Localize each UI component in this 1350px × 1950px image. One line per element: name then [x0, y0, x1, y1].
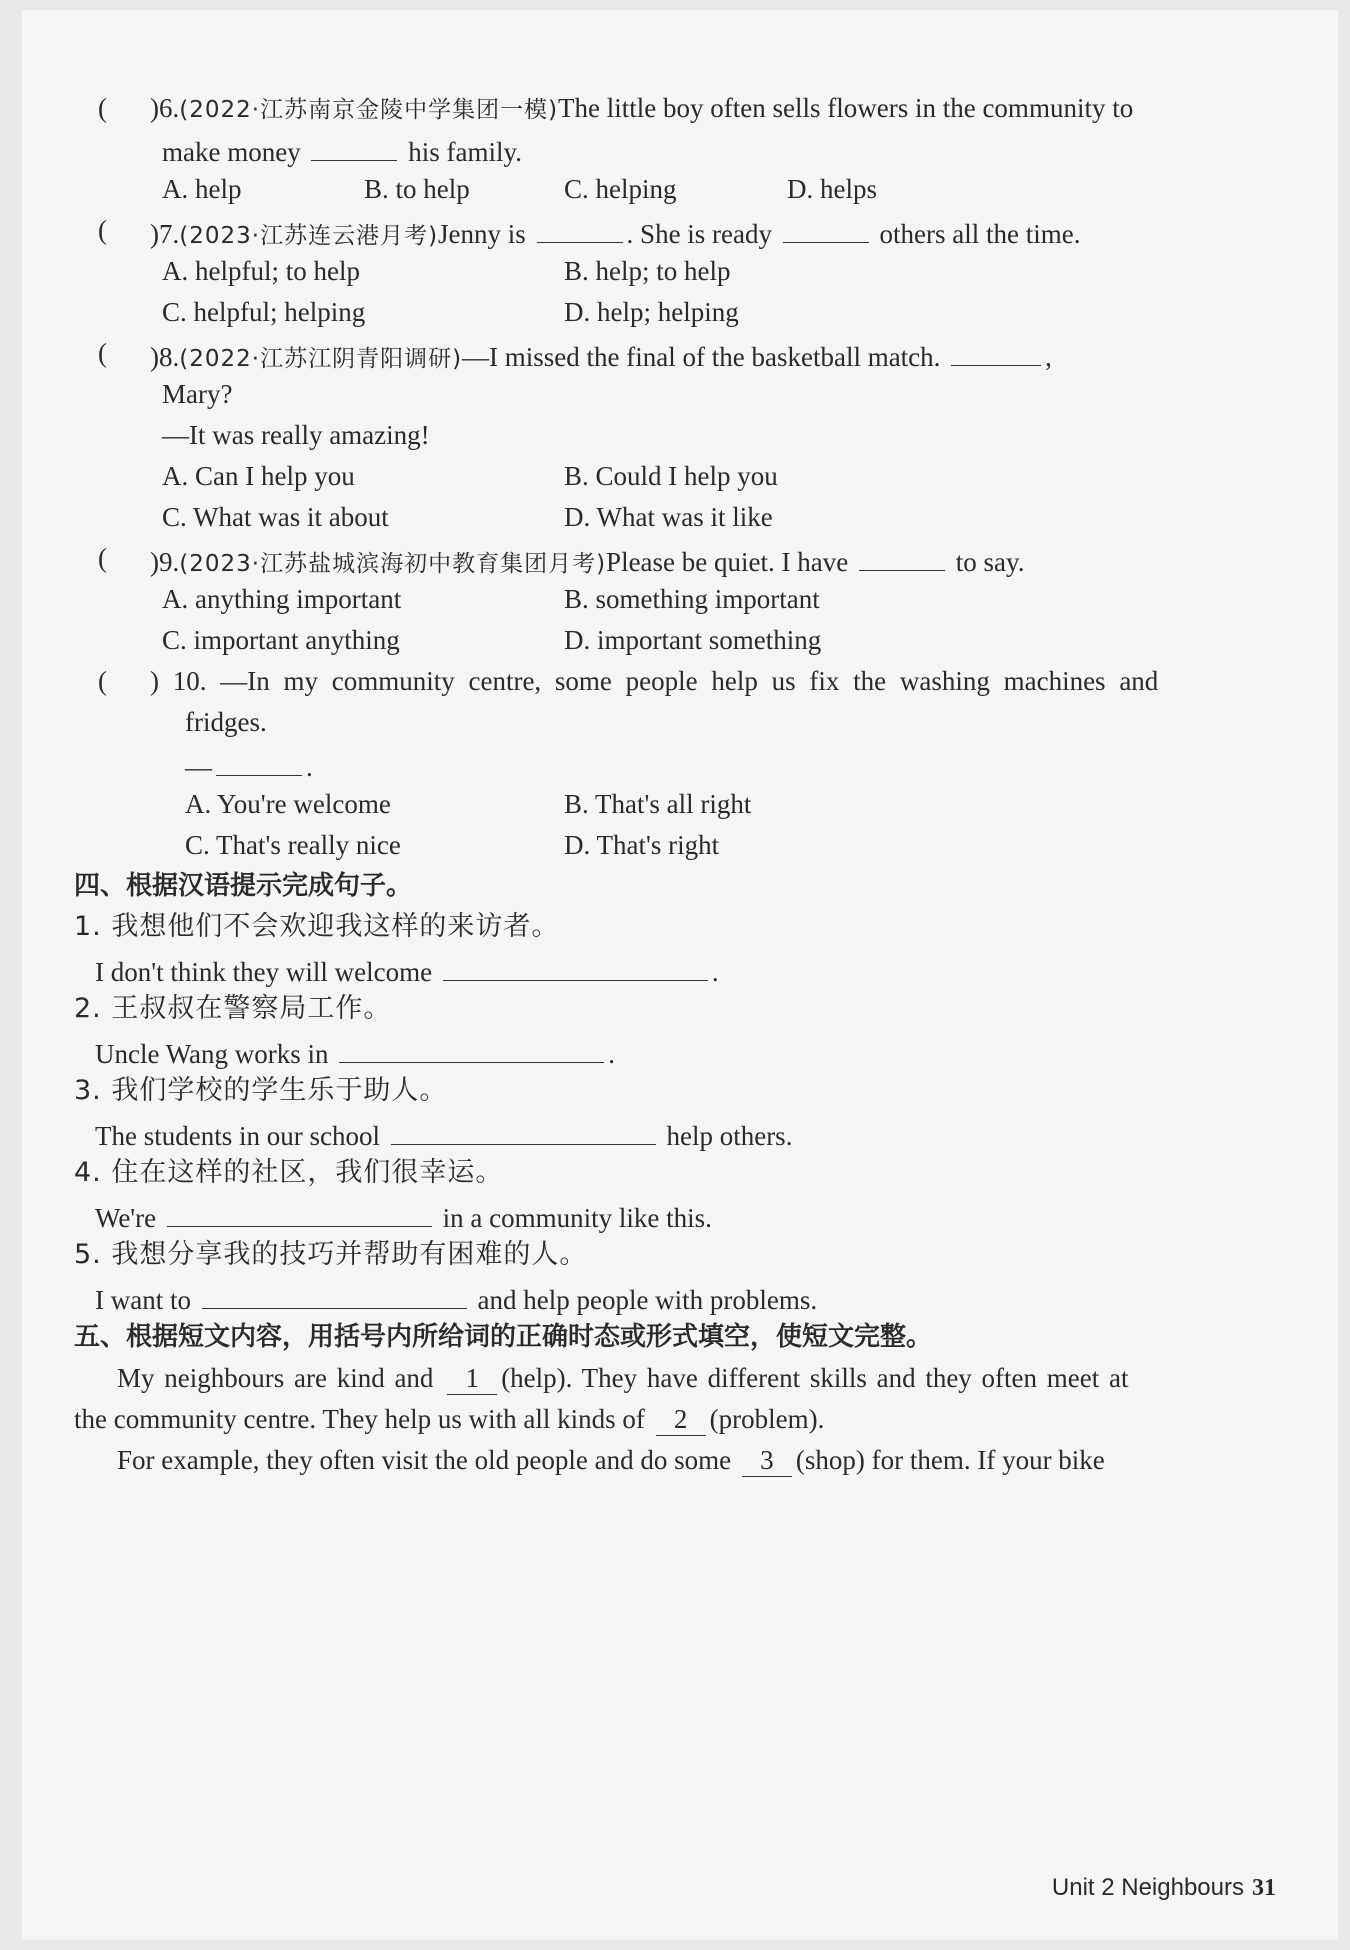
sentence-en — [95, 1032, 615, 1072]
option-a: A. anything important — [162, 584, 402, 614]
sentence-text: Uncle Wang works in — [95, 1039, 329, 1069]
question-stem: to say. — [955, 547, 1025, 577]
page-number: 31 — [1252, 1875, 1276, 1901]
option-a: A. help — [162, 174, 242, 204]
passage-line — [74, 1401, 824, 1437]
sentence-en — [95, 1196, 712, 1236]
numbered-blank[interactable]: 2 — [656, 1403, 706, 1436]
sentence-text: and help people with problems. — [477, 1285, 818, 1315]
unit-label: Unit 2 Neighbours — [1051, 1874, 1244, 1901]
passage-text: (shop) for them. If your bike — [795, 1445, 1105, 1475]
option-d: D. That's right — [564, 830, 720, 860]
sentence-text: We're — [95, 1203, 157, 1233]
option-d: D. helps — [787, 174, 877, 204]
option-a: A. Can I help you — [162, 461, 355, 491]
page-footer — [1052, 1874, 1276, 1902]
question-9-line1 — [150, 540, 1024, 582]
answer-paren: ( — [98, 543, 107, 573]
answer-paren: ( — [98, 215, 107, 245]
option-c: C. important anything — [162, 625, 400, 655]
numbered-blank[interactable]: 3 — [742, 1444, 792, 1477]
answer-blank[interactable] — [391, 1114, 656, 1145]
question-source: (2022·江苏南京金陵中学集团一模) — [179, 97, 559, 123]
sentence-text: in a community like this. — [442, 1203, 712, 1233]
answer-blank[interactable] — [339, 1032, 604, 1063]
answer-blank[interactable] — [537, 212, 623, 243]
question-stem: . — [306, 752, 313, 782]
option-d: D. What was it like — [564, 502, 773, 532]
answer-blank[interactable] — [202, 1278, 467, 1309]
passage-line — [117, 1360, 1129, 1396]
question-stem: his family. — [408, 137, 522, 167]
prompt-cn: 1. 我想他们不会欢迎我这样的来访者。 — [74, 911, 560, 942]
option-b: B. That's all right — [564, 789, 752, 819]
sentence-text: I want to — [95, 1285, 191, 1315]
question-number: )8. — [150, 342, 180, 372]
answer-blank[interactable] — [859, 540, 945, 571]
option-c: C. helping — [564, 174, 677, 204]
question-source: (2023·江苏盐城滨海初中教育集团月考) — [179, 551, 607, 577]
section-5-heading: 五、根据短文内容，用括号内所给词的正确时态或形式填空，使短文完整。 — [74, 1322, 933, 1352]
passage-text: (help). They have different skills and they often meet at — [501, 1363, 1129, 1393]
prompt-cn: 2. 王叔叔在警察局工作。 — [74, 993, 392, 1024]
answer-blank[interactable] — [783, 212, 869, 243]
question-reply: —It was really amazing! — [162, 420, 430, 450]
prompt-cn: 5. 我想分享我的技巧并帮助有困难的人。 — [74, 1239, 588, 1270]
sentence-text: The students in our school — [95, 1121, 380, 1151]
question-number: )7. — [150, 219, 180, 249]
question-stem: make money — [162, 137, 301, 167]
sentence-en — [95, 950, 719, 990]
sentence-text: . — [711, 957, 719, 987]
answer-paren: ( — [98, 93, 107, 123]
option-d: D. help; helping — [564, 297, 739, 327]
answer-paren: ( — [98, 666, 107, 696]
answer-paren: ( — [98, 338, 107, 368]
option-c: C. What was it about — [162, 502, 389, 532]
question-source: (2022·江苏江阴青阳调研) — [179, 346, 463, 372]
dash: — — [185, 752, 212, 782]
sentence-text: help others. — [666, 1121, 793, 1151]
sentence-en — [95, 1278, 817, 1318]
prompt-cn: 3. 我们学校的学生乐于助人。 — [74, 1075, 448, 1106]
option-b: B. Could I help you — [564, 461, 778, 491]
option-a: A. helpful; to help — [162, 256, 360, 286]
option-d: D. important something — [564, 625, 822, 655]
option-b: B. to help — [364, 174, 470, 204]
answer-blank[interactable] — [951, 335, 1041, 366]
answer-blank[interactable] — [216, 745, 302, 776]
question-number: ) 10. — [150, 666, 207, 696]
sentence-text: I don't think they will welcome — [95, 957, 433, 987]
question-6-line1 — [150, 90, 1133, 128]
question-stem: fridges. — [185, 707, 267, 737]
question-stem: Mary? — [162, 379, 233, 409]
question-stem: , — [1045, 342, 1052, 372]
question-stem: —In my community centre, some people help us fix the washing machines and — [220, 666, 1159, 696]
section-4-heading: 四、根据汉语提示完成句子。 — [74, 871, 413, 901]
question-8-line1 — [150, 335, 1052, 377]
numbered-blank[interactable]: 1 — [447, 1362, 497, 1395]
passage-text: For example, they often visit the old people and do some — [117, 1445, 732, 1475]
passage-text: (problem). — [709, 1404, 825, 1434]
prompt-cn: 4. 住在这样的社区，我们很幸运。 — [74, 1157, 504, 1188]
option-b: B. help; to help — [564, 256, 731, 286]
question-stem: —I missed the final of the basketball match. — [462, 342, 941, 372]
question-stem: . She is ready — [626, 219, 773, 249]
passage-line — [117, 1442, 1105, 1478]
question-source: (2023·江苏连云港月考) — [179, 223, 439, 249]
question-stem: Please be quiet. I have — [606, 547, 849, 577]
answer-blank[interactable] — [443, 950, 708, 981]
question-number: )9. — [150, 547, 180, 577]
question-stem: The little boy often sells flowers in the community to — [558, 93, 1134, 123]
question-6-line2 — [162, 130, 522, 170]
question-reply — [185, 745, 313, 785]
option-c: C. That's really nice — [185, 830, 401, 860]
question-number: )6. — [150, 93, 180, 123]
sentence-en — [95, 1114, 792, 1154]
option-b: B. something important — [564, 584, 820, 614]
question-stem: others all the time. — [879, 219, 1081, 249]
answer-blank[interactable] — [167, 1196, 432, 1227]
option-c: C. helpful; helping — [162, 297, 366, 327]
option-a: A. You're welcome — [185, 789, 391, 819]
answer-blank[interactable] — [311, 130, 397, 161]
sentence-text: . — [608, 1039, 616, 1069]
passage-text: the community centre. They help us with all kinds of — [74, 1404, 645, 1434]
passage-text: My neighbours are kind and — [117, 1363, 434, 1393]
worksheet-page — [22, 10, 1338, 1940]
question-10-line1 — [150, 663, 1158, 699]
question-7-line1 — [150, 212, 1080, 254]
question-stem: Jenny is — [438, 219, 526, 249]
